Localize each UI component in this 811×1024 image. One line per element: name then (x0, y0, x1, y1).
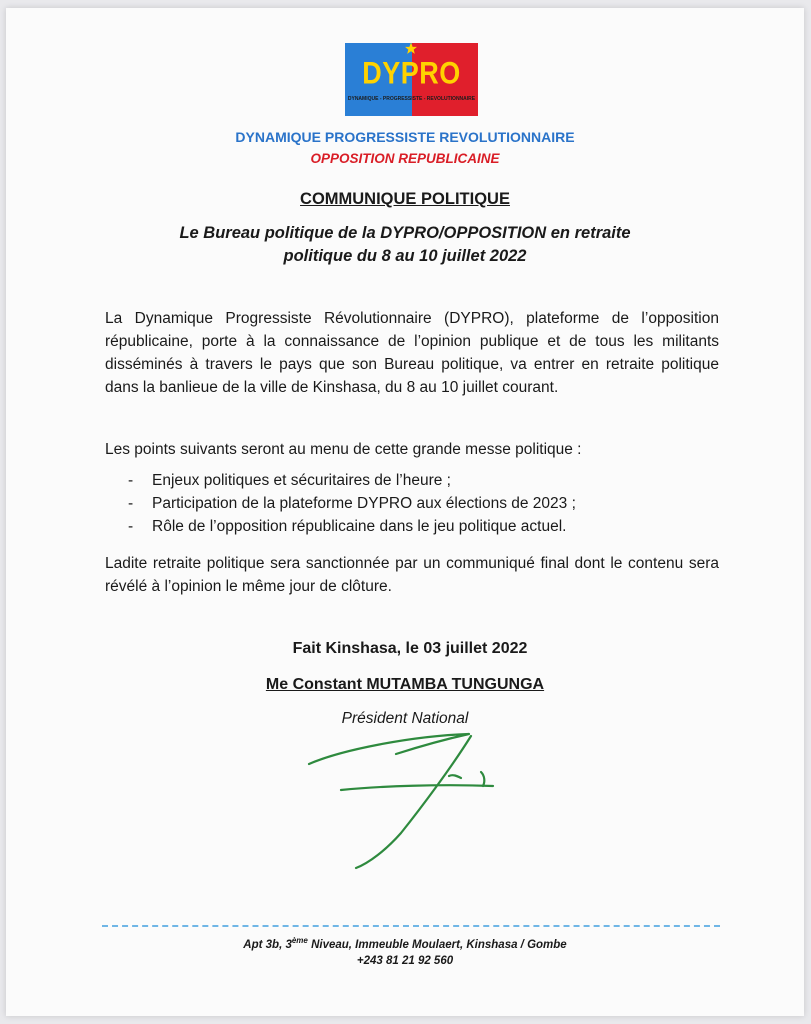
document-title: COMMUNIQUE POLITIQUE (300, 190, 510, 208)
logo-subtext: DYNAMIQUE - PROGRESSISTE - REVOLUTIONNAIRE (347, 96, 476, 102)
place-date: Fait Kinshasa, le 03 juillet 2022 (292, 640, 528, 657)
handwritten-signature (301, 728, 501, 873)
list-item-text: Enjeux politiques et sécuritaires de l’heure ; (152, 472, 451, 489)
paragraph-1: La Dynamique Progressiste Révolutionnaire (DYPRO), plateforme de l’opposition républicaine, porte à la connaissance de l’opinion publique et de tous les militants disséminés à travers le pays que son Bureau politique, va entrer en retraite politique dans la banlieue de la ville de Kinshasa, du 8 au 10 juillet courant. (105, 310, 719, 396)
paragraph-3: Ladite retraite politique sera sanctionnée par un communiqué final dont le contenu sera révélé à l’opinion le même jour de clôture. (105, 555, 719, 595)
subtitle-line-2: politique du 8 au 10 juillet 2022 (283, 247, 527, 265)
list-item-text: Participation de la plateforme DYPRO aux élections de 2023 ; (152, 495, 576, 512)
document-subtitle (106, 222, 704, 268)
star-icon (404, 42, 418, 55)
footer (6, 933, 804, 969)
org-subtitle: OPPOSITION REPUBLICAINE (310, 151, 500, 166)
org-name: DYNAMIQUE PROGRESSISTE REVOLUTIONNAIRE (235, 129, 575, 145)
list-item: - Enjeux politiques et sécuritaires de l’heure ; (128, 469, 576, 492)
signer-name: Me Constant MUTAMBA TUNGUNGA (265, 676, 545, 693)
footer-phone: +243 81 21 92 560 (356, 954, 454, 967)
subtitle-line-1: Le Bureau politique de la DYPRO/OPPOSITION en retraite (179, 224, 631, 242)
footer-divider (102, 925, 720, 927)
document-page (6, 8, 804, 1016)
paragraph-2: Les points suivants seront au menu de cette grande messe politique : (105, 441, 582, 458)
bullet-list (128, 469, 576, 538)
list-item: - Participation de la plateforme DYPRO aux élections de 2023 ; (128, 492, 576, 515)
list-item: - Rôle de l’opposition républicaine dans le jeu politique actuel. (128, 515, 576, 538)
signer-role: Président National (341, 710, 469, 727)
logo-word: DYPRO (362, 55, 461, 91)
footer-address: Apt 3b, 3ème Niveau, Immeuble Moulaert, Kinshasa / Gombe (243, 936, 567, 951)
list-item-text: Rôle de l’opposition républicaine dans le jeu politique actuel. (152, 518, 567, 535)
